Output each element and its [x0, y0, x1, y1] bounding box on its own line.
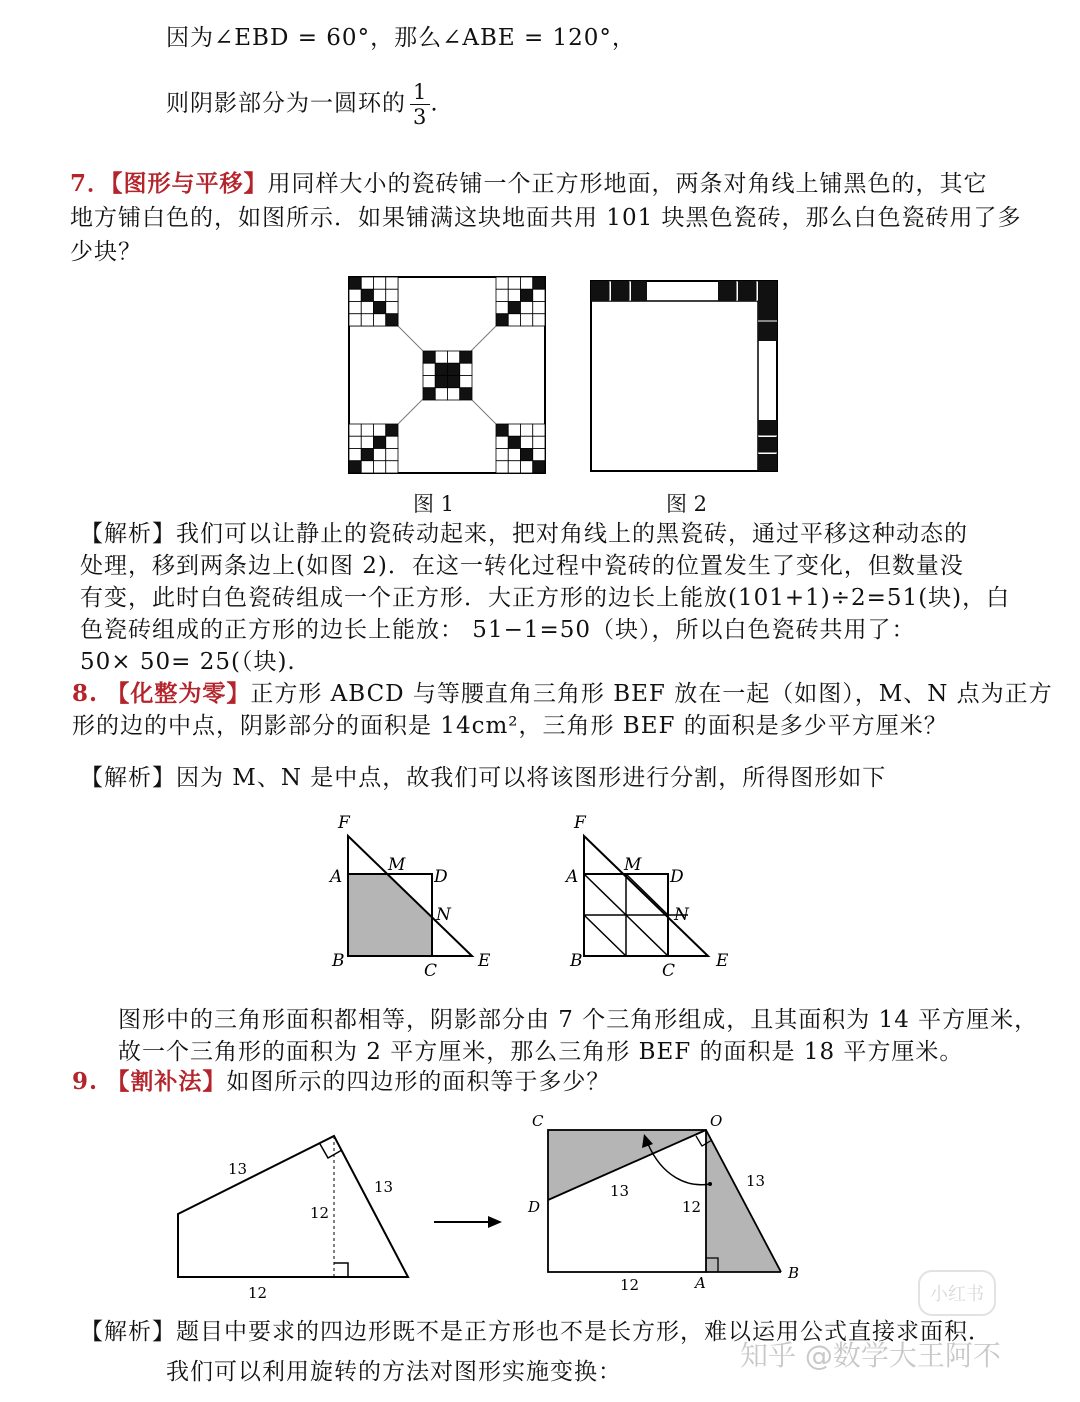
fraction-numerator: 1 [410, 80, 430, 105]
q9-analysis-1: 【解析】题目中要求的四边形既不是正方形也不是长方形，难以运用公式直接求面积． [80, 1319, 992, 1345]
top-left-corner-tile [349, 277, 361, 289]
bottom-right-corner-tile [533, 424, 545, 436]
q9-rotated-figure [522, 1108, 812, 1298]
bottom-left-corner-tile [361, 461, 373, 473]
center-tile [435, 363, 447, 375]
bottom-left-corner-tile [361, 449, 373, 461]
top-right-corner-tile [496, 289, 508, 301]
q8-label-d: D [434, 867, 448, 887]
q8-conclusion-2: 故一个三角形的面积为 2 平方厘米，那么三角形 BEF 的面积是 18 平方厘米。 [118, 1039, 964, 1065]
xiaohongshu-watermark: 小红书 [918, 1270, 996, 1316]
q9-left-label-bottom: 12 [248, 1284, 268, 1302]
bottom-left-corner-tile [349, 461, 361, 473]
center-tile [448, 388, 460, 400]
q8-label-e: E [478, 951, 491, 971]
bottom-right-corner-tile [533, 461, 545, 473]
top-right-corner-tile [521, 302, 533, 314]
top-left-corner-tile [374, 289, 386, 301]
bottom-left-corner-tile [361, 436, 373, 448]
q7-line-1 [70, 168, 988, 200]
intro-line-2 [166, 80, 439, 129]
q7-text-1: 用同样大小的瓷砖铺一个正方形地面，两条对角线上铺黑色的，其它 [267, 171, 988, 197]
center-tile [448, 351, 460, 363]
top-left-corner-tile [374, 314, 386, 326]
center-tile [435, 376, 447, 388]
bottom-right-corner-tile [508, 424, 520, 436]
intro-line-1: 因为∠EBD = 60°，那么∠ABE = 120°， [166, 25, 636, 51]
bottom-right-corner-tile [496, 436, 508, 448]
top-right-corner-tile [496, 302, 508, 314]
q8-conclusion-1: 图形中的三角形面积都相等，阴影部分由 7 个三角形组成，且其面积为 14 平方厘米， [118, 1007, 1039, 1033]
figure-2-moved-tiles [590, 280, 780, 474]
top-right-corner-tile [496, 277, 508, 289]
bottom-left-corner-tile [386, 424, 398, 436]
q8-label-c: C [424, 961, 438, 980]
top-left-corner-tile [374, 302, 386, 314]
top-left-corner-tile [349, 302, 361, 314]
bottom-left-corner-tile [374, 449, 386, 461]
top-right-corner-tile [508, 314, 520, 326]
bottom-right-corner-tile [533, 449, 545, 461]
bottom-right-corner-tile [508, 436, 520, 448]
top-left-corner-tile [349, 289, 361, 301]
center-tile [448, 376, 460, 388]
top-left-corner-tile [374, 277, 386, 289]
bottom-right-corner-tile [533, 436, 545, 448]
bottom-right-corner-tile [521, 461, 533, 473]
bottom-right-corner-tile [496, 424, 508, 436]
q8-label-f: F [338, 813, 350, 833]
bottom-left-corner-tile [386, 436, 398, 448]
top-left-corner-tile [386, 277, 398, 289]
q8-label-a: A [330, 867, 343, 887]
bottom-right-corner-tile [496, 449, 508, 461]
q8-right-label-a: A [566, 867, 579, 887]
top-right-corner-tile [533, 314, 545, 326]
center-tile [423, 376, 435, 388]
center-tile [435, 351, 447, 363]
q8-tag: 【化整为零】 [106, 680, 251, 707]
q9-line-1 [72, 1066, 610, 1098]
q9-right-label-slant: 13 [746, 1172, 766, 1190]
bottom-left-corner-tile [349, 449, 361, 461]
bottom-right-corner-tile [521, 424, 533, 436]
top-right-corner-tile [521, 314, 533, 326]
top-left-corner-tile [361, 302, 373, 314]
figure-1-caption: 图 1 [413, 492, 455, 516]
fraction-one-third [410, 80, 430, 129]
q7-analysis-5: 50× 50= 25(（块). [80, 649, 296, 675]
top-right-corner-tile [533, 289, 545, 301]
top-right-corner-tile [521, 289, 533, 301]
bottom-left-corner-tile [374, 436, 386, 448]
center-tile [448, 363, 460, 375]
q9-number: 9. [72, 1068, 99, 1095]
q9-text: 如图所示的四边形的面积等于多少？ [226, 1069, 611, 1095]
bottom-right-corner-tile [521, 436, 533, 448]
top-right-corner-tile [533, 302, 545, 314]
center-tile [460, 363, 472, 375]
top-left-corner-tile [361, 277, 373, 289]
bottom-right-corner-tile [521, 449, 533, 461]
figure-1-diagonal-tiles [348, 276, 546, 474]
top-right-corner-tile [533, 277, 545, 289]
q9-analysis-2: 我们可以利用旋转的方法对图形实施变换： [166, 1359, 622, 1385]
bottom-left-corner-tile [349, 424, 361, 436]
transform-arrow-icon [432, 1212, 504, 1232]
q8-right-label-e: E [716, 951, 729, 971]
q9-left-label-top: 13 [228, 1160, 248, 1178]
top-left-corner-tile [361, 289, 373, 301]
q8-figure-divided [562, 810, 742, 980]
bottom-left-corner-tile [374, 461, 386, 473]
bottom-left-corner-tile [361, 424, 373, 436]
bottom-left-corner-tile [386, 449, 398, 461]
q9-quadrilateral-figure [170, 1128, 420, 1308]
q8-figure-shaded [326, 810, 506, 980]
bottom-right-corner-tile [508, 449, 520, 461]
center-tile [423, 388, 435, 400]
q8-line-2: 形的边的中点，阴影部分的面积是 14cm²，三角形 BEF 的面积是多少平方厘米？ [72, 713, 948, 739]
q9-point-o: O [710, 1112, 723, 1130]
q8-number: 8. [72, 680, 99, 707]
q8-label-b: B [332, 951, 345, 971]
top-right-corner-tile [496, 314, 508, 326]
q7-analysis-1: 【解析】我们可以让静止的瓷砖动起来，把对角线上的黑瓷砖，通过平移这种动态的 [80, 521, 968, 547]
q9-left-label-height: 12 [310, 1204, 330, 1222]
center-tile [423, 363, 435, 375]
bottom-right-corner-tile [496, 461, 508, 473]
top-right-corner-tile [508, 277, 520, 289]
top-right-corner-tile [521, 277, 533, 289]
top-left-corner-tile [386, 314, 398, 326]
q7-number: 7． [70, 170, 112, 197]
q9-tag: 【割补法】 [106, 1068, 227, 1095]
bottom-right-corner-tile [508, 461, 520, 473]
q7-analysis-3: 有变，此时白色瓷砖组成一个正方形．大正方形的边长上能放(101+1)÷2=51(块)，白 [80, 585, 1011, 611]
q8-right-label-d: D [670, 867, 684, 887]
q7-analysis-2: 处理，移到两条边上(如图 2)．在这一转化过程中瓷砖的位置发生了变化，但数量没 [80, 553, 964, 579]
q8-right-label-n: N [674, 905, 689, 925]
q8-right-label-b: B [570, 951, 583, 971]
top-right-corner-tile [508, 289, 520, 301]
top-left-corner-tile [361, 314, 373, 326]
zhihu-watermark: 知乎 @数学大王阿不 [740, 1339, 1001, 1372]
center-tile [423, 351, 435, 363]
q8-right-label-c: C [662, 961, 676, 980]
bottom-left-corner-tile [374, 424, 386, 436]
q8-line-1 [72, 678, 1053, 710]
center-tile [435, 388, 447, 400]
q8-label-n: N [436, 905, 451, 925]
intro-line-2-suffix: . [430, 90, 439, 117]
center-tile [460, 351, 472, 363]
top-left-corner-tile [349, 314, 361, 326]
q9-right-label-height: 12 [682, 1198, 702, 1216]
q9-right-label-bottom: 12 [620, 1276, 640, 1294]
q8-analysis: 【解析】因为 M、N 是中点，故我们可以将该图形进行分割，所得图形如下 [80, 765, 887, 791]
q9-point-c: C [532, 1112, 544, 1130]
q8-right-label-m: M [624, 855, 642, 875]
bottom-left-corner-tile [386, 461, 398, 473]
top-left-corner-tile [386, 289, 398, 301]
top-right-corner-tile [508, 302, 520, 314]
q7-analysis-4: 色瓷砖组成的正方形的边长上能放： 51−1=50（块），所以白色瓷砖共用了： [80, 617, 916, 643]
q9-right-label-hyp: 13 [610, 1182, 630, 1200]
fraction-denominator: 3 [413, 105, 428, 129]
figure-2-caption: 图 2 [666, 492, 708, 516]
top-left-corner-tile [386, 302, 398, 314]
q8-label-m: M [388, 855, 406, 875]
q9-point-d: D [528, 1198, 541, 1216]
q8-right-label-f: F [574, 813, 586, 833]
intro-line-2-text: 则阴影部分为一圆环的 [166, 90, 406, 117]
q7-line-3: 少块？ [70, 239, 142, 265]
q7-tag: 【图形与平移】 [111, 170, 268, 197]
center-tile [460, 388, 472, 400]
q9-left-label-right: 13 [374, 1178, 394, 1196]
center-tile [460, 376, 472, 388]
q7-line-2: 地方铺白色的，如图所示．如果铺满这块地面共用 101 块黑色瓷砖，那么白色瓷砖用了多 [70, 205, 1022, 231]
q9-point-b: B [788, 1264, 800, 1282]
q9-point-a: A [695, 1274, 706, 1292]
q8-text-1: 正方形 ABCD 与等腰直角三角形 BEF 放在一起（如图），M、N 点为正方 [250, 681, 1053, 707]
bottom-left-corner-tile [349, 436, 361, 448]
